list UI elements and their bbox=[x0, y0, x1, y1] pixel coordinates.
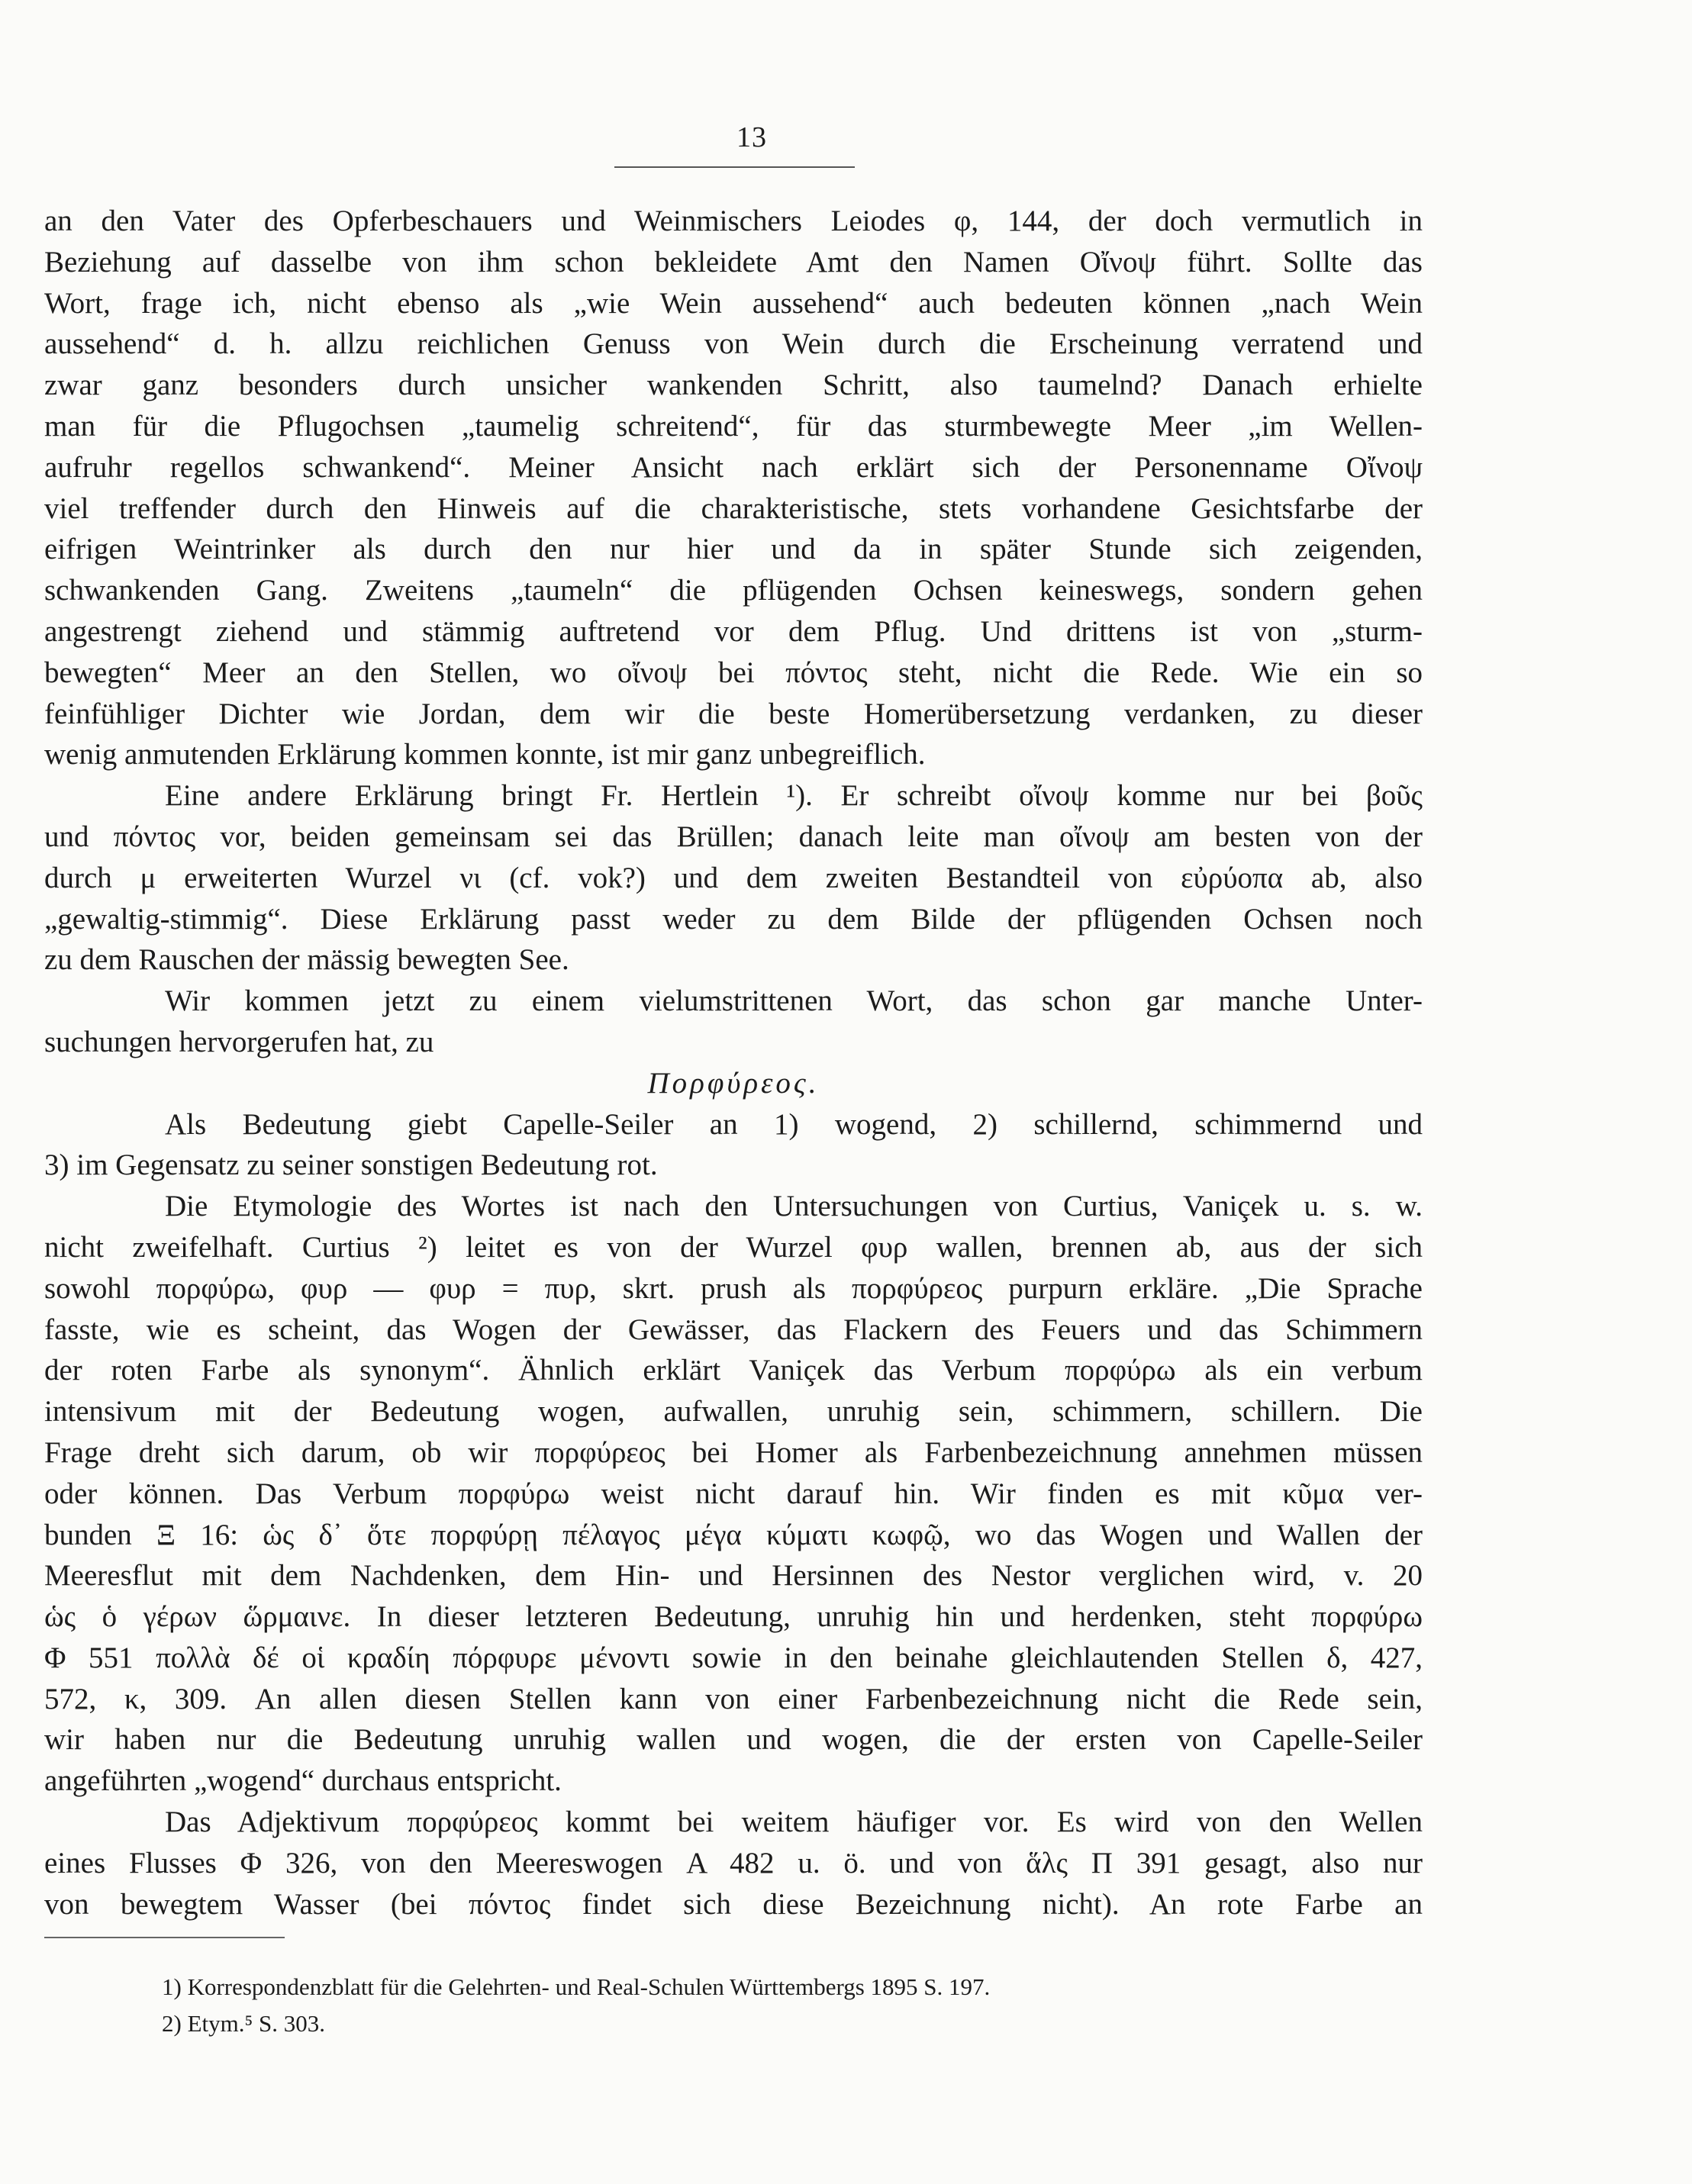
text-line: aussehend“ d. h. allzu reichlichen Genuss von Wein durch die Erscheinung verratend und bbox=[44, 327, 1423, 361]
footnote: 1) Korrespondenzblatt für die Gelehrten- und Real-Schulen Württembergs 1895 S. 197. bbox=[162, 1973, 991, 2000]
text-line: durch μ erweiterten Wurzel νι (cf. vok?) und dem zweiten Bestandteil von εὐρύοπα ab, also bbox=[44, 861, 1423, 894]
text-line: und πόντος vor, beiden gemeinsam sei das Brüllen; danach leite man οἴνοψ am besten von der bbox=[44, 820, 1423, 853]
text-line: angeführten „wogend“ durchaus entspricht. bbox=[44, 1764, 562, 1798]
text-line: feinfühliger Dichter wie Jordan, dem wir die beste Homerübersetzung verdanken, zu dieser bbox=[44, 697, 1423, 730]
text-line: zu dem Rauschen der mässig bewegten See. bbox=[44, 943, 569, 977]
text-line: aufruhr regellos schwankend“. Meiner Ansicht nach erklärt sich der Personenname Οἴνοψ bbox=[44, 450, 1423, 484]
text-line: intensivum mit der Bedeutung wogen, aufwallen, unruhig sein, schimmern, schillern. Die bbox=[44, 1395, 1423, 1429]
text-line: wenig anmutenden Erklärung kommen konnte, ist mir ganz unbegreiflich. bbox=[44, 738, 926, 771]
text-line: Wir kommen jetzt zu einem vielumstrittenen Wort, das schon gar manche Unter- bbox=[165, 984, 1423, 1018]
text-line: Φ 551 πολλὰ δέ οἱ κραδίη πόρφυρε μένοντι sowie in den beinahe gleichlautenden Stellen δ, 427, bbox=[44, 1641, 1423, 1674]
text-line: Meeresflut mit dem Nachdenken, dem Hin- und Hersinnen des Nestor verglichen wird, v. 20 bbox=[44, 1559, 1423, 1593]
text-line: eifrigen Weintrinker als durch den nur hier und da in später Stunde sich zeigenden, bbox=[44, 533, 1423, 566]
text-line: bunden Ξ 16: ὡς δ᾽ ὅτε πορφύρῃ πέλαγος μέγα κύματι κωφῷ, wo das Wogen und Wallen der bbox=[44, 1518, 1423, 1551]
text-line: der roten Farbe als synonym“. Ähnlich erklärt Vaniçek das Verbum πορφύρω als ein verbum bbox=[44, 1354, 1423, 1387]
text-line: angestrengt ziehend und stämmig auftretend vor dem Pflug. Und drittens ist von „sturm- bbox=[44, 614, 1423, 648]
page-number: 13 bbox=[0, 121, 1503, 154]
text-line: Eine andere Erklärung bringt Fr. Hertlein ¹). Er schreibt οἴνοψ komme nur bei βοῦς bbox=[165, 779, 1423, 813]
text-line: schwankenden Gang. Zweitens „taumeln“ die pflügenden Ochsen keineswegs, sondern gehen bbox=[44, 574, 1423, 607]
text-line: oder können. Das Verbum πορφύρω weist nicht darauf hin. Wir finden es mit κῦμα ver- bbox=[44, 1477, 1423, 1510]
text-line: „gewaltig-stimmig“. Diese Erklärung passt weder zu dem Bilde der pflügenden Ochsen noch bbox=[44, 902, 1423, 936]
body-text bbox=[44, 201, 1423, 1925]
text-line: fasste, wie es scheint, das Wogen der Gewässer, das Flackern des Feuers und das Schimmern bbox=[44, 1313, 1423, 1346]
text-line: nicht zweifelhaft. Curtius ²) leitet es von der Wurzel φυρ wallen, brennen ab, aus der sich bbox=[44, 1230, 1423, 1264]
footnote-rule bbox=[44, 1937, 285, 1938]
text-line: an den Vater des Opferbeschauers und Weinmischers Leiodes φ, 144, der doch vermutlich in bbox=[44, 205, 1423, 237]
section-heading: Πορφύρεος. bbox=[647, 1066, 820, 1100]
text-line: eines Flusses Φ 326, von den Meereswogen Α 482 u. ö. und von ἅλς Π 391 gesagt, also nur bbox=[44, 1846, 1423, 1880]
footnotes bbox=[162, 1969, 1383, 2042]
text-line: Frage dreht sich darum, ob wir πορφύρεος bei Homer als Farbenbezeichnung annehmen müssen bbox=[44, 1435, 1423, 1469]
text-line: von bewegtem Wasser (bei πόντος findet sich diese Bezeichnung nicht). An rote Farbe an bbox=[44, 1887, 1423, 1921]
text-line: 572, κ, 309. An allen diesen Stellen kann von einer Farbenbezeichnung nicht die Rede sein, bbox=[44, 1682, 1423, 1715]
footnote: 2) Etym.⁵ S. 303. bbox=[162, 2010, 326, 2037]
text-line: Als Bedeutung giebt Capelle-Seiler an 1) wogend, 2) schillernd, schimmernd und bbox=[165, 1107, 1423, 1141]
text-line: suchungen hervorgerufen hat, zu bbox=[44, 1025, 434, 1058]
text-line: Beziehung auf dasselbe von ihm schon bekleidete Amt den Namen Οἴνοψ führt. Sollte das bbox=[44, 245, 1423, 279]
text-line: ὡς ὁ γέρων ὥρμαινε. In dieser letzteren Bedeutung, unruhig hin und herdenken, steht πορφύρω bbox=[44, 1600, 1423, 1634]
text-line: Das Adjektivum πορφύρεος kommt bei weitem häufiger vor. Es wird von den Wellen bbox=[165, 1806, 1423, 1839]
text-line: bewegten“ Meer an den Stellen, wo οἴνοψ bei πόντος steht, nicht die Rede. Wie ein so bbox=[44, 656, 1423, 689]
text-line: 3) im Gegensatz zu seiner sonstigen Bedeutung rot. bbox=[44, 1148, 658, 1182]
text-line: Die Etymologie des Wortes ist nach den Untersuchungen von Curtius, Vaniçek u. s. w. bbox=[165, 1190, 1423, 1223]
text-line: man für die Pflugochsen „taumelig schreitend“, für das sturmbewegte Meer „im Wellen- bbox=[44, 409, 1423, 443]
text-line: zwar ganz besonders durch unsicher wankenden Schritt, also taumelnd? Danach erhielte bbox=[44, 369, 1423, 402]
text-line: viel treffender durch den Hinweis auf die charakteristische, stets vorhandene Gesichtsfarbe der bbox=[44, 491, 1423, 525]
text-line: wir haben nur die Bedeutung unruhig wallen und wogen, die der ersten von Capelle-Seiler bbox=[44, 1723, 1423, 1757]
text-line: sowohl πορφύρω, φυρ — φυρ = πυρ, skrt. prush als πορφύρεος purpurn erkläre. „Die Sprache bbox=[44, 1271, 1423, 1305]
text-line: Wort, frage ich, nicht ebenso als „wie Wein aussehend“ auch bedeuten können „nach Wein bbox=[44, 286, 1423, 320]
